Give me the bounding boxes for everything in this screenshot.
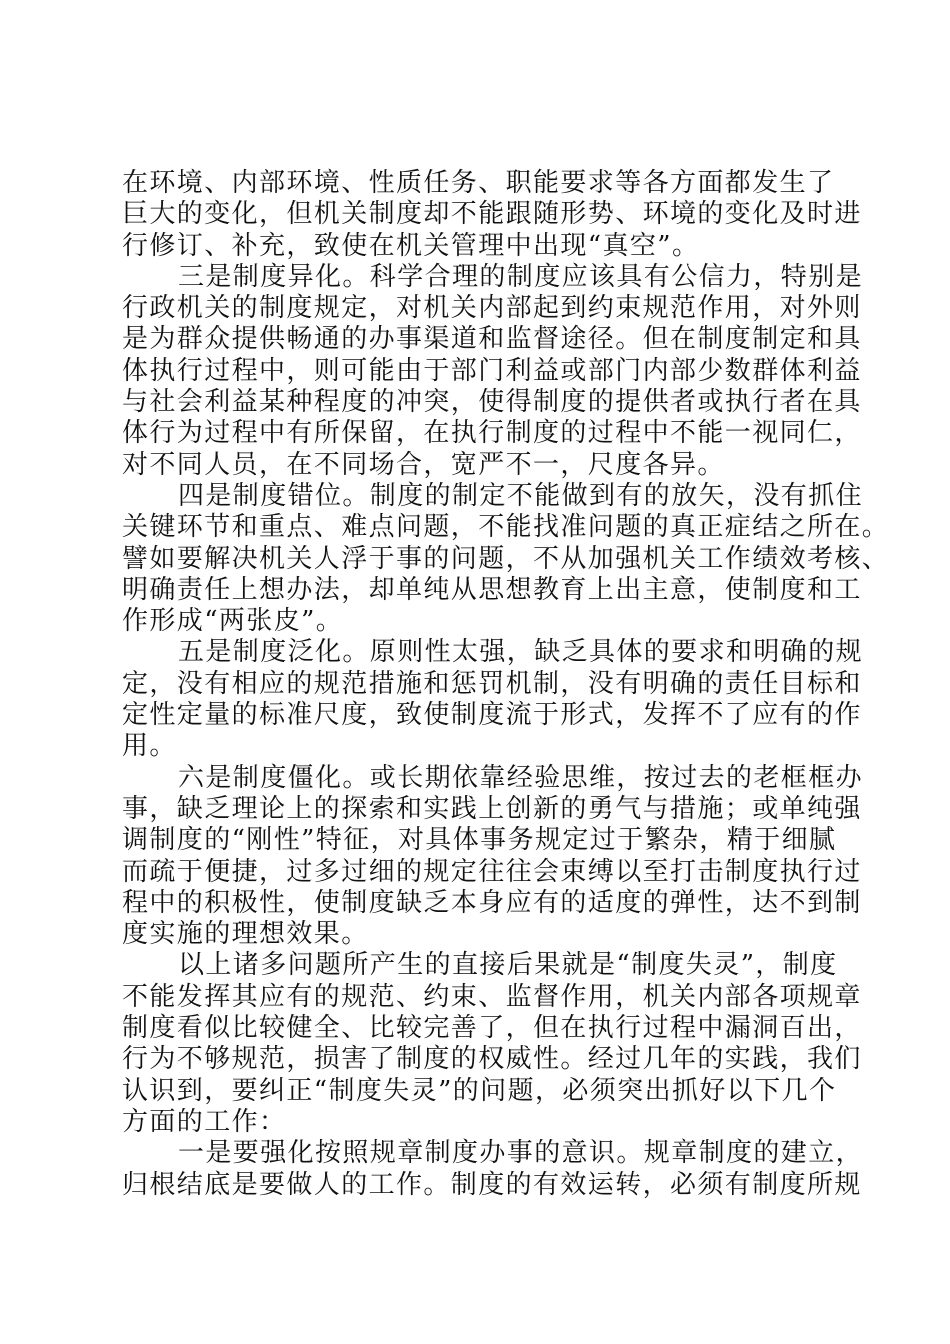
text-line: 制度看似比较健全、比较完善了，但在执行过程中漏洞百出， xyxy=(122,1013,862,1044)
text-line: 行政机关的制度规定，对机关内部起到约束规范作用，对外则 xyxy=(122,293,862,324)
text-line: 行为不够规范，损害了制度的权威性。经过几年的实践，我们 xyxy=(122,1044,862,1075)
paragraph-continuation xyxy=(122,168,862,262)
text-line: 在环境、内部环境、性质任务、职能要求等各方面都发生了 xyxy=(122,168,835,198)
text-line: 以上诸多问题所产生的直接后果就是“制度失灵”，制度 xyxy=(178,950,838,981)
text-line: 一是要强化按照规章制度办事的意识。规章制度的建立， xyxy=(178,1138,864,1169)
text-line: 巨大的变化，但机关制度却不能跟随形势、环境的变化及时进 xyxy=(122,199,862,230)
text-line: 行修订、补充，致使在机关管理中出现“真空”。 xyxy=(122,230,700,261)
text-line: 定，没有相应的规范措施和惩罚机制，没有明确的责任目标和 xyxy=(122,668,862,699)
text-line: 定性定量的标准尺度，致使制度流于形式，发挥不了应有的作 xyxy=(122,700,862,731)
text-line: 是为群众提供畅通的办事渠道和监督途径。但在制度制定和具 xyxy=(122,324,862,355)
paragraph-consequences xyxy=(122,950,862,1138)
text-line: 度实施的理想效果。 xyxy=(122,919,369,950)
paragraph-institution-rigidity xyxy=(122,762,864,951)
text-line: 三是制度异化。科学合理的制度应该具有公信力，特别是 xyxy=(178,261,864,292)
paragraph-institution-misplacement xyxy=(122,480,890,637)
text-line: 体执行过程中，则可能由于部门利益或部门内部少数群体利益 xyxy=(122,355,862,386)
text-line: 明确责任上想办法，却单纯从思想教育上出主意，使制度和工 xyxy=(122,574,862,605)
text-line: 体行为过程中有所保留，在执行制度的过程中不能一视同仁， xyxy=(122,418,862,449)
text-line: 五是制度泛化。原则性太强，缺乏具体的要求和明确的规 xyxy=(178,637,864,668)
text-line: 六是制度僵化。或长期依靠经验思维，按过去的老框框办 xyxy=(178,762,864,793)
document-body xyxy=(122,168,890,1201)
text-line: 用。 xyxy=(122,731,177,762)
text-line: 认识到，要纠正“制度失灵”的问题，必须突出抓好以下几个 xyxy=(122,1075,837,1106)
text-line: 关键环节和重点、难点问题，不能找准问题的真正症结之所在。 xyxy=(122,512,890,543)
paragraph-institution-alienation xyxy=(122,261,864,481)
text-line: 方面的工作： xyxy=(122,1106,287,1137)
paragraph-institution-generalization xyxy=(122,637,864,762)
text-line: 譬如要解决机关人浮于事的问题，不从加强机关工作绩效考核、 xyxy=(122,543,890,574)
text-line: 事，缺乏理论上的探索和实践上创新的勇气与措施；或单纯强 xyxy=(122,793,862,824)
paragraph-strengthen-awareness xyxy=(122,1138,864,1201)
text-line: 作形成“两张皮”。 xyxy=(122,606,344,637)
text-line: 四是制度错位。制度的制定不能做到有的放矢，没有抓住 xyxy=(178,480,864,511)
text-line: 而疏于便捷，过多过细的规定往往会束缚以至打击制度执行过 xyxy=(122,856,862,887)
text-line: 调制度的“刚性”特征，对具体事务规定过于繁杂，精于细腻 xyxy=(122,825,837,856)
text-line: 对不同人员，在不同场合，宽严不一，尺度各异。 xyxy=(122,449,725,480)
text-line: 不能发挥其应有的规范、约束、监督作用，机关内部各项规章 xyxy=(122,981,862,1012)
text-line: 归根结底是要做人的工作。制度的有效运转，必须有制度所规 xyxy=(122,1169,862,1200)
text-line: 与社会利益某种程度的冲突，使得制度的提供者或执行者在具 xyxy=(122,387,862,418)
text-line: 程中的积极性，使制度缺乏本身应有的适度的弹性，达不到制 xyxy=(122,887,862,918)
